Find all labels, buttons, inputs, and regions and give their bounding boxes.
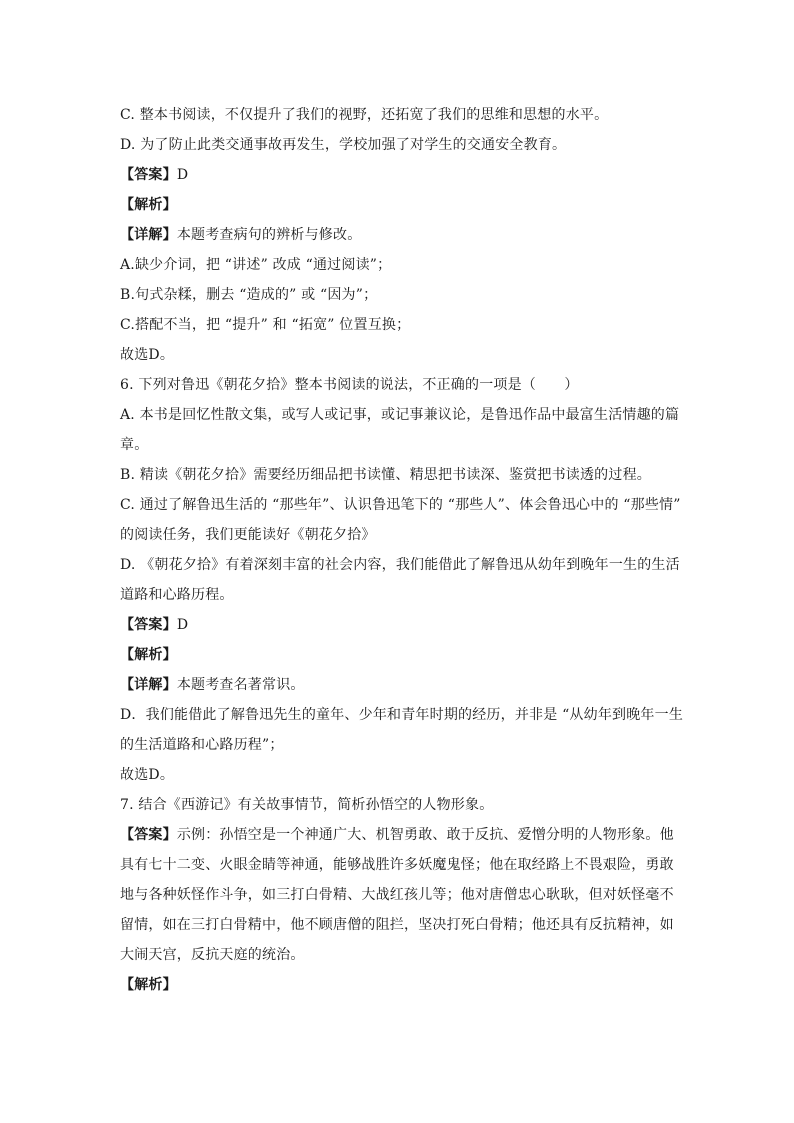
line-text: 故选D。 [120,767,175,783]
text-line [120,940,680,970]
line-text: 地与各种妖怪作斗争，如三打白骨精、大战红孩儿等；他对唐僧忠心耿耿，但对妖怪毫不 [120,887,674,903]
question-line [120,370,680,400]
text-line [120,220,680,250]
line-text: C. 整本书阅读，不仅提升了我们的视野，还拓宽了我们的思维和思想的水平。 [120,107,609,123]
text-line [120,760,680,790]
line-text: D．我们能借此了解鲁迅先生的童年、少年和青年时期的经历，并非是 “从幼年到晚年一生 [120,707,684,723]
text-line [120,100,680,130]
option-line [120,580,680,610]
text-line [120,190,680,220]
line-text: A.缺少介词，把 “讲述” 改成 “通过阅读”； [120,257,392,273]
line-text: 大闹天宫，反抗天庭的统治。 [120,947,305,963]
line-text: D. 《朝花夕拾》有着深刻丰富的社会内容，我们能借此了解鲁迅从幼年到晚年一生的生活 [120,557,680,573]
detail-label: 【详解】 [120,677,177,693]
line-text: 章。 [120,437,149,453]
line-text: 留情，如在三打白骨精中，他不顾唐僧的阻拦，坚决打死白骨精；他还具有反抗精神，如 [120,917,674,933]
text-line [120,280,680,310]
line-text: D. 为了防止此类交通事故再发生，学校加强了对学生的交通安全教育。 [120,137,567,153]
text-line [120,310,680,340]
text-line [120,910,680,940]
analysis-label: 【解析】 [120,197,177,213]
line-text: C. 通过了解鲁迅生活的 “那些年”、认识鲁迅笔下的 “那些人”、体会鲁迅心中的 “那些情” [120,497,681,513]
line-text: 的阅读任务，我们更能读好《朝花夕拾》 [120,527,376,543]
line-text: 6. 下列对鲁迅《朝花夕拾》整本书阅读的说法，不正确的一项是（ ） [120,377,579,393]
line-text: A. 本书是回忆性散文集，或写人或记事，或记事兼议论，是鲁迅作品中最富生活情趣的篇 [120,407,680,423]
option-line [120,520,680,550]
text-line [120,250,680,280]
text-line [120,880,680,910]
text-line [120,850,680,880]
line-text: 道路和心路历程。 [120,587,234,603]
analysis-label: 【解析】 [120,647,177,663]
text-line [120,130,680,160]
option-line [120,430,680,460]
text-line [120,610,680,640]
answer-label: 【答案】 [120,617,177,633]
text-line [120,640,680,670]
line-text: 的生活道路和心路历程”； [120,737,284,753]
line-text: B.句式杂糅，删去 “造成的” 或 “因为”； [120,287,378,303]
line-text: D [176,167,189,183]
line-text: 示例：孙悟空是一个神通广大、机智勇敢、敢于反抗、爱憎分明的人物形象。他 [176,827,674,843]
document-body [120,100,684,1000]
answer-label: 【答案】 [120,167,177,183]
line-text: B. 精读《朝花夕拾》需要经历细品把书读懂、精思把书读深、鉴赏把书读透的过程。 [120,467,651,483]
analysis-label: 【解析】 [120,977,177,993]
line-text: 本题考查病句的辨析与修改。 [176,227,362,243]
line-text: D [176,617,189,633]
option-line [120,490,680,520]
line-text: 具有七十二变、火眼金睛等神通，能够战胜许多妖魔鬼怪；他在取经路上不畏艰险，勇敢 [120,857,674,873]
option-line [120,400,680,430]
detail-label: 【详解】 [120,227,177,243]
line-text: C.搭配不当，把 “提升” 和 “拓宽” 位置互换； [120,317,411,333]
option-line [120,460,680,490]
answer-label: 【答案】 [120,827,177,843]
text-line [120,730,680,760]
text-line [120,820,680,850]
text-line [120,160,680,190]
line-text: 故选D。 [120,347,175,363]
option-line [120,550,680,580]
line-text: 7. 结合《西游记》有关故事情节，简析孙悟空的人物形象。 [120,797,494,813]
text-line [120,700,684,730]
text-line [120,970,680,1000]
question-line [120,790,680,820]
text-line [120,340,680,370]
line-text: 本题考查名著常识。 [176,677,305,693]
text-line [120,670,680,700]
